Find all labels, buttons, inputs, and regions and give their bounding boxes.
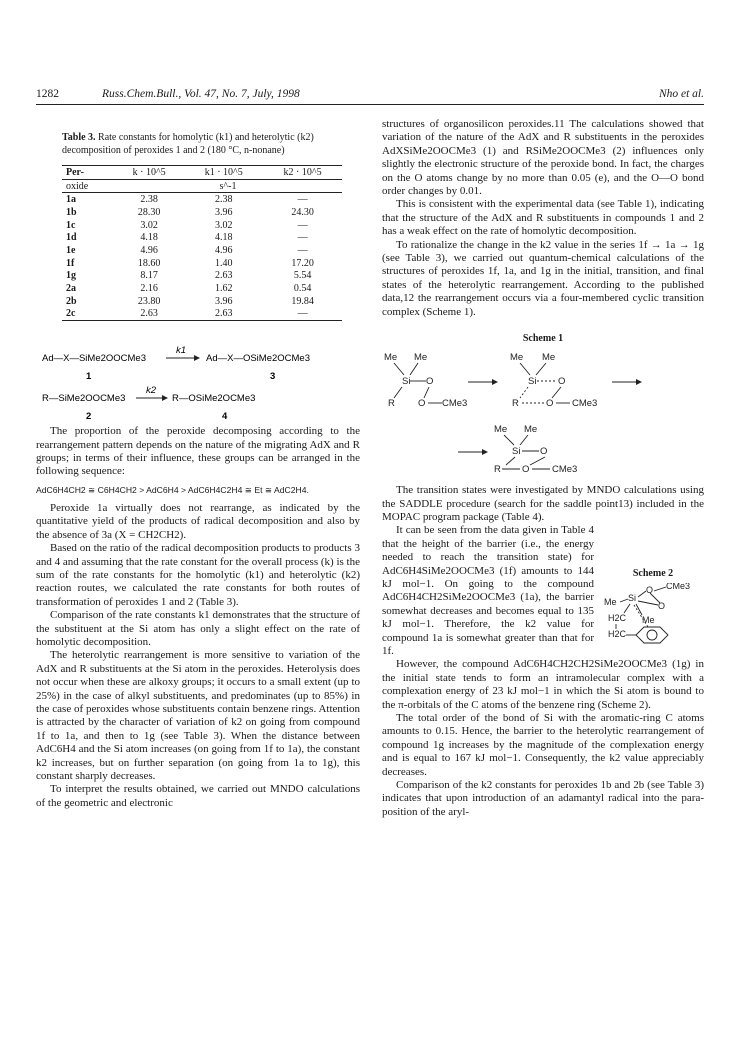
table-row xyxy=(62,257,342,270)
benzene-ring xyxy=(636,627,668,643)
value-cell: 4.96 xyxy=(140,244,158,256)
bond xyxy=(394,363,404,375)
scheme-2-title: Scheme 2 xyxy=(632,568,674,580)
scheme-1-diagram xyxy=(382,348,704,474)
bond xyxy=(536,363,546,375)
table-row xyxy=(62,206,342,219)
atom-label: O xyxy=(658,601,666,612)
bond xyxy=(552,387,561,398)
right-column xyxy=(382,118,704,819)
paragraph: This is consistent with the experimental data (see Table 1), indicating that the structure of the AdX and R substituents in compounds 1 and 2 has a weak effect on the rate of homolytic decomposition. xyxy=(382,198,704,238)
table-row xyxy=(62,193,342,206)
value-cell: — xyxy=(297,244,308,256)
atom-label: O xyxy=(546,398,554,410)
left-column xyxy=(36,118,360,810)
value-cell: 0.54 xyxy=(293,283,312,295)
value-cell: — xyxy=(297,232,308,244)
value-cell: 28.30 xyxy=(137,206,161,218)
compound-cell: 1e xyxy=(66,244,76,256)
product-3: Ad—X—OSiMe2OCMe3 xyxy=(206,353,311,365)
value-cell: 1.62 xyxy=(214,283,233,295)
compound-cell: 2a xyxy=(66,283,76,295)
scheme-1-title: Scheme 1 xyxy=(522,333,564,345)
col-header: k1 · 10^5 xyxy=(184,166,263,180)
paragraph: structures of organosilicon peroxides.11 The calculations showed that variation of the nature of the AdX and R substituents in the peroxides AdXSiMe2OOCMe3 (1) and RSiMe2OOCMe3 (2) influences only slightly the electronic structure of the peroxide bond. In fact, the charges on the O atoms change by no more than 0.05 (e), and the O—O bond order changes by 0.01. xyxy=(382,118,704,198)
bond xyxy=(624,604,630,613)
atom-label: H2C xyxy=(608,613,627,624)
col-header: k2 · 10^5 xyxy=(263,166,342,180)
value-cell: 4.18 xyxy=(214,232,233,244)
value-cell: 2.38 xyxy=(214,194,233,206)
paragraph: It can be seen from the data given in Table 4 that the height of the barrier (i.e., the energy needed to reach the transition state) for AdC6H4SiMe2OOCMe3 (1f) amounts to 144 kJ mol−1. On going to the compound AdC6H4CH2SiMe2OOCMe3 (1a), the barrier somewhat decreases and becomes equal to 135 kJ mol−1. Therefore, the k2 value for compound 1a is somewhat greater than that for 1f. xyxy=(382,524,594,657)
header-rule xyxy=(36,104,704,105)
table-row xyxy=(62,295,342,308)
bond xyxy=(638,601,658,605)
compound-cell: 2c xyxy=(62,308,114,321)
value-cell: 2.63 xyxy=(184,308,263,321)
col-header: Per- xyxy=(62,166,114,180)
value-cell: 2.63 xyxy=(114,308,184,321)
bond xyxy=(410,363,418,375)
value-cell: 3.96 xyxy=(214,206,233,218)
atom-label: CMe3 xyxy=(666,583,691,592)
bond xyxy=(654,587,666,591)
atom-label: CMe3 xyxy=(572,398,598,410)
arrow-head xyxy=(194,355,200,361)
compound-cell: 1b xyxy=(66,206,77,218)
compound-cell: 1c xyxy=(66,219,76,231)
paragraph: The transition states were investigated by MNDO calculations using the SADDLE procedure (search for the saddle point13) included in the MOPAC program package (Table 4). xyxy=(382,484,704,523)
paragraph: Comparison of the k2 constants for peroxides 1b and 2b (see Table 3) indicates that upon introduction of an adamantyl radical into the para-position of the aryl- xyxy=(382,779,704,818)
bond xyxy=(506,457,515,465)
paragraph: To rationalize the change in the k2 value in the series 1f → 1a → 1g (see Table 3), we carried out quantum-chemical calculations of the structures of peroxides 1f, 1a, and 1g in the initial, transition, and final states of the heterolytic rearrangement. According to the published data,12 the rearrangement occurs via a four-membered cyclic transition complex (Scheme 1). xyxy=(382,238,704,318)
page-number: 1282 xyxy=(36,88,59,100)
atom-label: H2C xyxy=(608,629,627,640)
sequence-line: AdC6H4CH2 ≅ C6H4CH2 > AdC6H4 > AdC6H4C2H4 ≅ Et ≅ AdC2H4. xyxy=(36,484,309,495)
value-cell: 17.20 xyxy=(291,257,314,269)
atom-label: Si xyxy=(628,593,637,604)
atom-label: Me xyxy=(604,597,617,608)
bond xyxy=(520,435,528,445)
paragraph: The heterolytic rearrangement is more sensitive to variation of the AdX and R substituents at the Si atom in the peroxides. Heterolysis does not occur when these are alkoxy groups; it occurs to a small extent (up to 25%) in the case of alkyl substituents, and predominates (up to 85%) in the case of peroxides whose substituents contain benzene rings. Attention is attracted by the character of variation of k2 on going from compound 1f to 1a, and then to 1g (see Table 3). When the distance between AdC6H4 and the Si atom increases (on going from 1f to 1a), the constant k2 increases, but on further separation (on going from 1a to 1g), this constant sharply decreases. xyxy=(36,649,360,782)
partial-bond xyxy=(520,387,528,398)
bond xyxy=(504,435,514,445)
compound-cell: 1g xyxy=(66,270,76,282)
value-cell: 4.18 xyxy=(140,232,158,244)
scheme-2-wrap xyxy=(382,524,704,712)
paragraph: Peroxide 1a virtually does not rearrange, as indicated by the quantitative yield of the products of radical decomposition and also by the absence of 3a (X = CH2CH2). xyxy=(36,501,360,541)
value-cell: 4.96 xyxy=(214,244,233,256)
compound-cell: 1a xyxy=(66,194,76,206)
paragraph: However, the compound AdC6H4CH2CH2SiMe2OOCMe3 (1g) in the initial state tends to form an intramolecular complex with a complexation energy of 23 kJ mol−1 in which the Si atom is bound to the π-orbitals of the C atoms of the benzene ring (Scheme 2). xyxy=(382,658,704,711)
scheme-2-box xyxy=(602,526,704,656)
k2-label: k2 xyxy=(146,385,157,397)
paragraph: The total order of the bond of Si with the aromatic-ring C atoms amounts to 0.15. Hence, the barrier to the heterolytic rearrangement of compound 1g increases by the magnitude of the complexation energy and is equal to 167 kJ mol−1. Consequently, the k2 value appreciably decreases. xyxy=(382,712,704,778)
compound-cell: 2b xyxy=(66,295,77,307)
table-caption-text: Rate constants for homolytic (k1) and heterolytic (k2) decomposition of peroxides 1 and 2 (180 °C, n-nonane) xyxy=(62,132,314,156)
table-row xyxy=(62,219,342,232)
bond xyxy=(638,591,646,597)
value-cell: 18.60 xyxy=(137,257,161,269)
rate-constants-table xyxy=(62,165,342,321)
value-cell: 1.40 xyxy=(214,257,233,269)
value-cell: — xyxy=(297,219,308,231)
reactant-2: R—SiMe2OOCMe3 xyxy=(42,393,126,405)
bond xyxy=(424,387,429,398)
atom-label: O xyxy=(522,464,530,475)
paragraph: Comparison of the rate constants k1 demonstrates that the structure of the substituent at the Si atom has only a slight effect on the rate of homolytic decomposition. xyxy=(36,609,360,648)
bond xyxy=(620,599,628,602)
bond xyxy=(530,457,545,465)
compound-number: 2 xyxy=(86,411,92,423)
value-cell: 2.38 xyxy=(140,194,158,206)
arrow-head xyxy=(492,379,498,385)
atom-label: O xyxy=(426,376,434,388)
value-cell: 3.96 xyxy=(214,295,233,307)
atom-label: O xyxy=(418,398,426,410)
atom-label: Si xyxy=(528,376,537,388)
table-label: Table 3. xyxy=(62,132,96,143)
atom-label: R xyxy=(388,398,395,410)
atom-label: R xyxy=(512,398,519,410)
table-row xyxy=(62,270,342,283)
product-4: R—OSiMe2OCMe3 xyxy=(172,393,256,405)
arrow-head xyxy=(162,395,168,401)
table-row xyxy=(62,308,342,321)
reactant-1: Ad—X—SiMe2OOCMe3 xyxy=(42,353,147,365)
atom-label: CMe3 xyxy=(442,398,468,410)
arrow-head xyxy=(636,379,642,385)
value-cell: 23.80 xyxy=(137,295,161,307)
paragraph: To interpret the results obtained, we carried out MNDO calculations of the geometric and electronic xyxy=(36,783,360,809)
table-row xyxy=(62,244,342,257)
atom-label: Me xyxy=(414,352,428,364)
table-row xyxy=(62,231,342,244)
value-cell: 2.16 xyxy=(140,283,158,295)
value-cell: 3.02 xyxy=(214,219,233,231)
atom-label: O xyxy=(540,446,548,458)
value-cell: 3.02 xyxy=(140,219,158,231)
atom-label: O xyxy=(558,376,566,388)
paragraph: Based on the ratio of the radical decomposition products to products 3 and 4 and assuming that the rate constant for the overall process (k) is the sum of the rate constants for the homolytic (k1) and heterolytic (k2) reaction routes, we calculated the rate constants for both routes of transformation of peroxides 1 and 2 (Table 3). xyxy=(36,542,360,608)
atom-label: Me xyxy=(642,615,655,626)
value-cell: 8.17 xyxy=(140,270,158,282)
compound-cell: 1f xyxy=(66,257,75,269)
atom-label: Si xyxy=(402,376,411,388)
unit-label: s^-1 xyxy=(114,179,342,193)
compound-cell: 1d xyxy=(66,232,77,244)
bond xyxy=(394,387,402,398)
table-caption xyxy=(62,132,342,157)
value-cell: — xyxy=(263,308,342,321)
arrow-head xyxy=(482,449,488,455)
col-subheader: oxide xyxy=(62,179,114,193)
paragraph: The proportion of the peroxide decomposing according to the rearrangement pattern depends on the nature of the migrating AdX and R groups; in terms of their influence, these groups can be arranged in the following sequence: xyxy=(36,425,360,478)
compound-number: 3 xyxy=(270,371,276,383)
atom-label: O xyxy=(646,585,654,596)
compound-number: 1 xyxy=(86,371,92,383)
table-row xyxy=(62,282,342,295)
authors: Nho et al. xyxy=(658,88,704,100)
k1-label: k1 xyxy=(176,345,187,357)
atom-label: R xyxy=(494,464,501,475)
scheme-2-diagram xyxy=(602,583,704,655)
reaction-scheme xyxy=(36,339,360,425)
value-cell: 24.30 xyxy=(291,206,314,218)
bond xyxy=(520,363,530,375)
compound-number: 4 xyxy=(222,411,228,423)
atom-label: CMe3 xyxy=(552,464,578,475)
atom-label: Me xyxy=(510,352,524,364)
atom-label: Me xyxy=(384,352,398,364)
atom-label: Me xyxy=(494,424,508,436)
bond xyxy=(650,593,660,603)
atom-label: Si xyxy=(512,446,521,458)
value-cell: — xyxy=(297,194,308,206)
aromatic-circle xyxy=(647,630,657,640)
value-cell: 19.84 xyxy=(291,295,314,307)
value-cell: 2.63 xyxy=(214,270,233,282)
atom-label: Me xyxy=(524,424,538,436)
value-cell: 5.54 xyxy=(293,270,312,282)
atom-label: Me xyxy=(542,352,556,364)
col-header: k · 10^5 xyxy=(114,166,184,180)
journal-citation: Russ.Chem.Bull., Vol. 47, No. 7, July, 1998 xyxy=(102,88,300,100)
